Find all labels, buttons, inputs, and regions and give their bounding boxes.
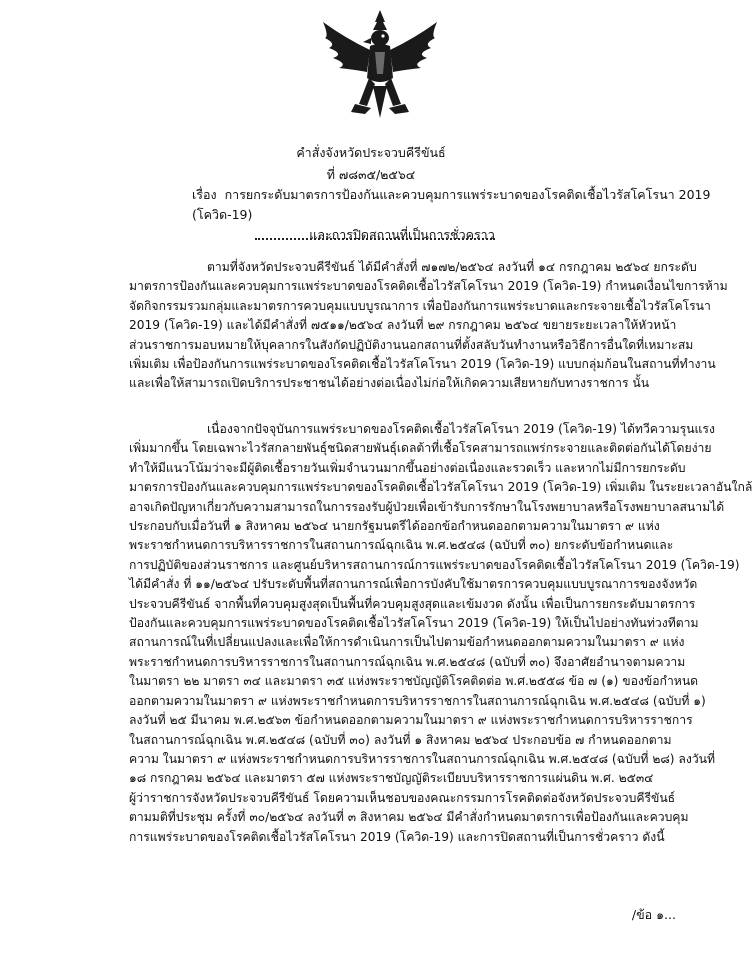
garuda-emblem-icon <box>315 8 445 128</box>
paragraph-line: เนื่องจากปัจจุบันการแพร่ระบาดของโรคติดเชื้อไวรัสโคโรนา 2019 (โควิด-19) ได้ทวีความรุนแรง <box>207 422 715 436</box>
paragraph-line: ออกตามความในมาตรา ๙ แห่งพระราชกำหนดการบริหารราชการในสถานการณ์ฉุกเฉิน พ.ศ.๒๕๔๘ (ฉบับที่ ๑) <box>129 693 706 708</box>
subject-line-2: และการปิดสถานที่เป็นการชั่วคราว <box>309 227 495 242</box>
subject-line-1: การยกระดับมาตรการป้องกันและควบคุมการแพร่ระบาดของโรคติดเชื้อไวรัสโคโรนา 2019 (โควิด-19) <box>192 187 711 222</box>
paragraph-2 <box>129 420 752 847</box>
paragraph-line: ส่วนราชการมอบหมายให้บุคลากรในสังกัดปฏิบัติงานนอกสถานที่ตั้งสลับวันทำงานหรือวิธีการอื่นใดที่เหมาะสม <box>129 337 694 352</box>
paragraph-line: อาจเกิดปัญหาเกี่ยวกับความสามารถในการรองรับผู้ป่วยเพื่อเข้ารับการรักษาในโรงพยาบาลหรือโรงพยาบาลสนามได้ <box>129 499 725 514</box>
paragraph-line: การปฏิบัติของส่วนราชการ และศูนย์บริหารสถานการณ์การแพร่ระบาดของโรคติดเชื้อไวรัสโคโรนา 2019 (โควิด-19) <box>129 557 740 572</box>
paragraph-line: ป้องกันและควบคุมการแพร่ระบาดของโรคติดเชื้อไวรัสโคโรนา 2019 (โควิด-19) ให้เป็นไปอย่างทันท่วงทีตาม <box>129 616 699 631</box>
paragraph-line: ตามมติที่ประชุม ครั้งที่ ๓๐/๒๕๖๔ ลงวันที่ ๓ สิงหาคม ๒๕๖๔ มีคำสั่งกำหนดมาตรการเพื่อป้องกันและควบคุม <box>129 810 689 825</box>
subject-label: เรื่อง <box>192 187 217 202</box>
paragraph-line: ในสถานการณ์ฉุกเฉิน พ.ศ.๒๕๔๘ (ฉบับที่ ๓๐) ลงวันที่ ๑ สิงหาคม ๒๕๖๔ ประกอบข้อ ๗ กำหนดออกตาม <box>129 732 672 747</box>
paragraph-line: เพิ่มมากขึ้น โดยเฉพาะไวรัสกลายพันธุ์ชนิดสายพันธุ์เดลต้าที่เชื้อโรคสามารถแพร่กระจายและติดต่อกันได้โดยง่าย <box>129 441 712 456</box>
paragraph-line: ทำให้มีแนวโน้มว่าจะมีผู้ติดเชื้อรายวันเพิ่มจำนวนมากขึ้นอย่างต่อเนื่องและรวดเร็ว และหากไม่มีการยกระดับ <box>129 460 686 475</box>
paragraph-line: ความ ในมาตรา ๙ แห่งพระราชกำหนดการบริหารราชการในสถานการณ์ฉุกเฉิน พ.ศ.๒๕๔๘ (ฉบับที่ ๒๘) ลงวันที่ <box>129 751 716 766</box>
dotted-divider <box>255 238 495 240</box>
paragraph-line: ได้มีคำสั่ง ที่ ๑๑/๒๕๖๔ ปรับระดับพื้นที่สถานการณ์เพื่อการบังคับใช้มาตรการควบคุมแบบบูรณาการของจังหวัด <box>129 577 698 592</box>
paragraph-line: มาตรการป้องกันและควบคุมการแพร่ระบาดของโรคติดเชื้อไวรัสโคโรนา 2019 (โควิด-19) กำหนดเงื่อนไขการห้าม <box>129 279 728 294</box>
paragraph-line: และเพื่อให้สามารถเปิดบริการประชาชนได้อย่างต่อเนื่องไม่ก่อให้เกิดความเสียหายกับทางราชการ นั้น <box>129 376 650 391</box>
paragraph-line: พระราชกำหนดการบริหารราชการในสถานการณ์ฉุกเฉิน พ.ศ.๒๕๔๘ (ฉบับที่ ๓๐) ยกระดับข้อกำหนดและ <box>129 538 674 553</box>
paragraph-line: มาตรการป้องกันและควบคุมการแพร่ระบาดของโรคติดเชื้อไวรัสโคโรนา 2019 (โควิด-19) เพิ่มเติม ในระยะเวลาอันใกล้ <box>129 480 752 495</box>
paragraph-line: สถานการณ์ในที่เปลี่ยนแปลงและเพื่อให้การดำเนินการเป็นไปตามข้อกำหนดออกตามความในมาตรา ๙ แห่ง <box>129 635 685 650</box>
paragraph-1 <box>129 258 728 394</box>
paragraph-line: พระราชกำหนดการบริหารราชการในสถานการณ์ฉุกเฉิน พ.ศ.๒๕๔๘ (ฉบับที่ ๓๐) จึงอาศัยอำนาจตามความ <box>129 654 686 669</box>
paragraph-line: การแพร่ระบาดของโรคติดเชื้อไวรัสโคโรนา 2019 (โควิด-19) และการปิดสถานที่เป็นการชั่วคราว ดังนี้ <box>129 829 665 844</box>
paragraph-line: จัดกิจกรรมรวมกลุ่มและมาตรการควบคุมแบบบูรณาการ เพื่อป้องกันการแพร่ระบาดและกระจายเชื้อไวรัสโคโรนา <box>129 298 711 313</box>
subject-block <box>192 185 712 245</box>
paragraph-line: ประกอบกับเมื่อวันที่ ๑ สิงหาคม ๒๕๖๔ นายกรัฐมนตรีได้ออกข้อกำหนดออกตามความในมาตรา ๙ แห่ง <box>129 519 660 534</box>
paragraph-line: ประจวบคีรีขันธ์ จากพื้นที่ควบคุมสูงสุดเป็นพื้นที่ควบคุมสูงสุดและเข้มงวด ดังนั้น เพื่อเป็นการยกระดับมาตรการ <box>129 596 696 611</box>
page-continuation: /ข้อ ๑... <box>631 907 676 922</box>
paragraph-line: ลงวันที่ ๒๕ มีนาคม พ.ศ.๒๕๖๓ ข้อกำหนดออกตามความในมาตรา ๙ แห่งพระราชกำหนดการบริหารราชการ <box>129 713 693 728</box>
paragraph-line: เพิ่มเติม เพื่อป้องกันการแพร่ระบาดของโรคติดเชื้อไวรัสโคโรนา 2019 (โควิด-19) แบบกลุ่มก้อนในสถานที่ทำงาน <box>129 357 716 372</box>
paragraph-line: ในมาตรา ๒๒ มาตรา ๓๔ และมาตรา ๓๕ แห่งพระราชบัญญัติโรคติดต่อ พ.ศ.๒๕๕๘ ข้อ ๗ (๑) ของข้อกำหนด <box>129 674 699 689</box>
paragraph-line: ตามที่จังหวัดประจวบคีรีขันธ์ ได้มีคำสั่งที่ ๗๑๗๒/๒๕๖๔ ลงวันที่ ๑๔ กรกฎาคม ๒๕๖๔ ยกระดับ <box>207 260 697 274</box>
paragraph-line: 2019 (โควิด-19) และได้มีคำสั่งที่ ๗๕๑๑/๒๕๖๔ ลงวันที่ ๒๙ กรกฎาคม ๒๕๖๔ ขยายระยะเวลาให้หัวหน้า <box>129 318 677 333</box>
order-title: คำสั่งจังหวัดประจวบคีรีขันธ์ <box>296 145 446 160</box>
paragraph-line: ๑๘ กรกฎาคม ๒๕๖๔ และมาตรา ๕๗ แห่งพระราชบัญญัติระเบียบบริหารราชการแผ่นดิน พ.ศ. ๒๕๓๔ <box>129 771 654 786</box>
order-number: ที่ ๗๘๓๕/๒๕๖๔ <box>326 167 416 182</box>
paragraph-line: ผู้ว่าราชการจังหวัดประจวบคีรีขันธ์ โดยความเห็นชอบของคณะกรรมการโรคติดต่อจังหวัดประจวบคีรีขันธ์ <box>129 790 676 805</box>
